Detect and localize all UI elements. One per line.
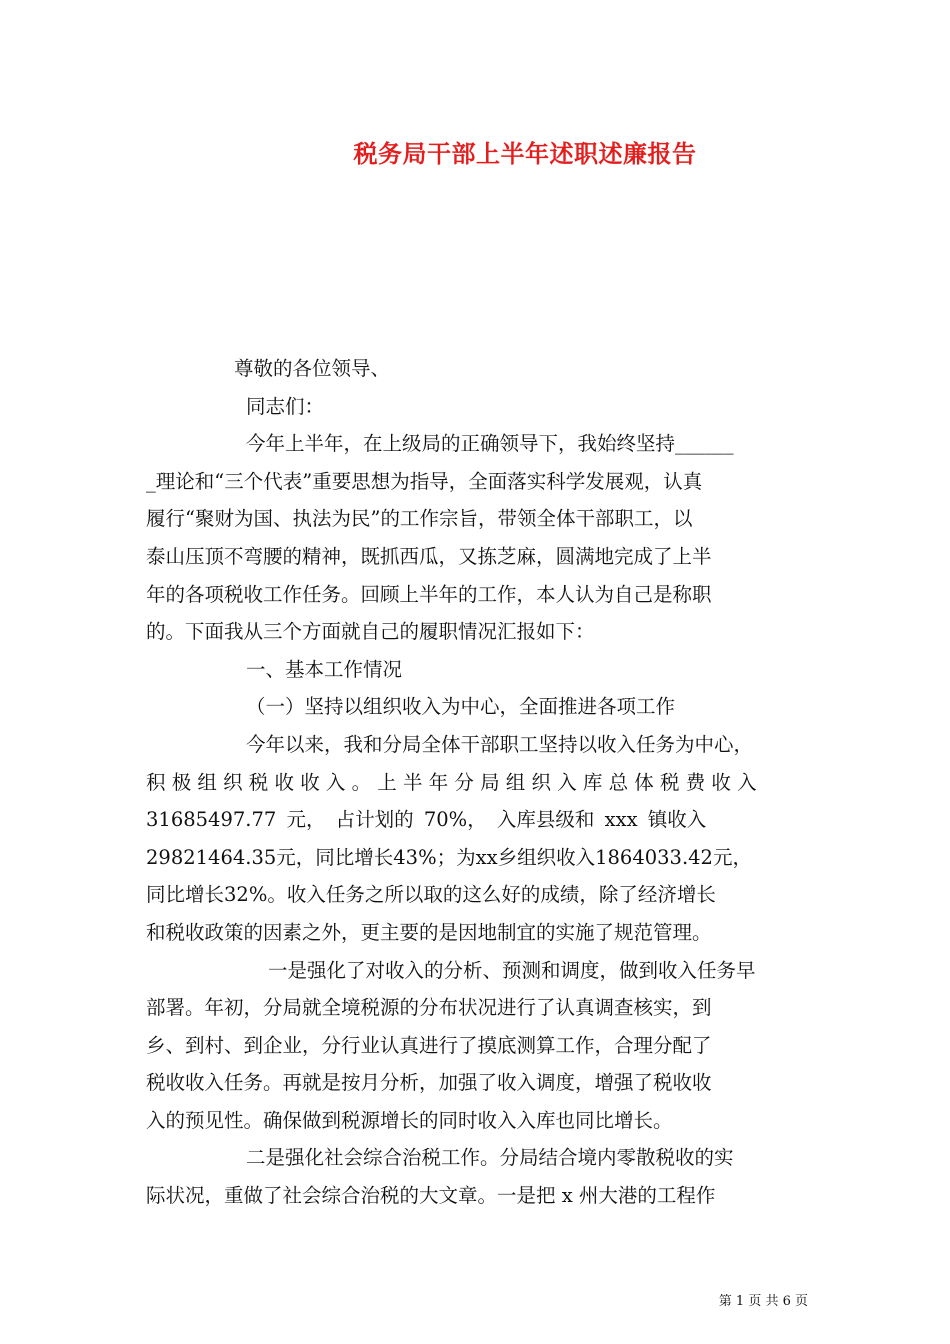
paragraph-line: 积极组织税收收入。上半年分局组织入库总体税费收入 [146,770,763,794]
paragraph-line: 际状况，重做了社会综合治税的大文章。一是把 x 州大港的工程作 [146,1184,716,1208]
paragraph-line: 履行“聚财为国、执法为民”的工作宗旨，带领全体干部职工，以 [146,507,693,531]
document-title: 税务局干部上半年述职述廉报告 [353,139,697,168]
paragraph-line: 泰山压顶不弯腰的精神，既抓西瓜，又拣芝麻，圆满地完成了上半 [146,544,712,568]
paragraph-line: 入的预见性。确保做到税源增长的同时收入入库也同比增长。 [146,1108,673,1132]
page-number-footer: 第 1 页 共 6 页 [718,1294,808,1309]
paragraph-line: 的。下面我从三个方面就自己的履职情况汇报如下： [146,620,595,644]
paragraph-line: 乡、到村、到企业，分行业认真进行了摸底测算工作，合理分配了 [146,1033,712,1057]
paragraph-line: 二是强化社会综合治税工作。分局结合境内零散税收的实 [246,1146,734,1170]
document-body [146,350,808,1215]
subsection-heading: （一）坚持以组织收入为中心，全面推进各项工作 [246,695,676,719]
paragraph-line: 一是强化了对收入的分析、预测和调度，做到收入任务早 [268,958,756,982]
paragraph-line: 今年以来，我和分局全体干部职工坚持以收入任务为中心， [246,732,754,756]
paragraph-line: 部署。年初，分局就全境税源的分布状况进行了认真调查核实，到 [146,996,712,1020]
section-heading: 一、基本工作情况 [246,657,403,681]
paragraph-line: 税收收入任务。再就是按月分析，加强了收入调度，增强了税收收 [146,1071,712,1095]
salutation-line: 尊敬的各位领导、 [234,357,391,380]
paragraph-line: 29821464.35元，同比增长43%；为xx乡组织收入1864033.42元， [146,845,752,869]
paragraph-line: 31685497.77 元， 占计划的 70%， 入库县级和 xxx 镇收入 [146,808,707,832]
paragraph-line: 和税收政策的因素之外，更主要的是因地制宜的实施了规范管理。 [146,920,712,944]
salutation-line: 同志们： [246,394,325,418]
paragraph-line: _理论和“三个代表”重要思想为指导，全面落实科学发展观，认真 [146,469,703,493]
paragraph-line: 今年上半年，在上级局的正确领导下，我始终坚持______ [246,432,734,456]
paragraph-line: 同比增长32%。收入任务之所以取的这么好的成绩，除了经济增长 [146,883,716,907]
paragraph-line: 年的各项税收工作任务。回顾上半年的工作，本人认为自己是称职 [146,582,712,606]
